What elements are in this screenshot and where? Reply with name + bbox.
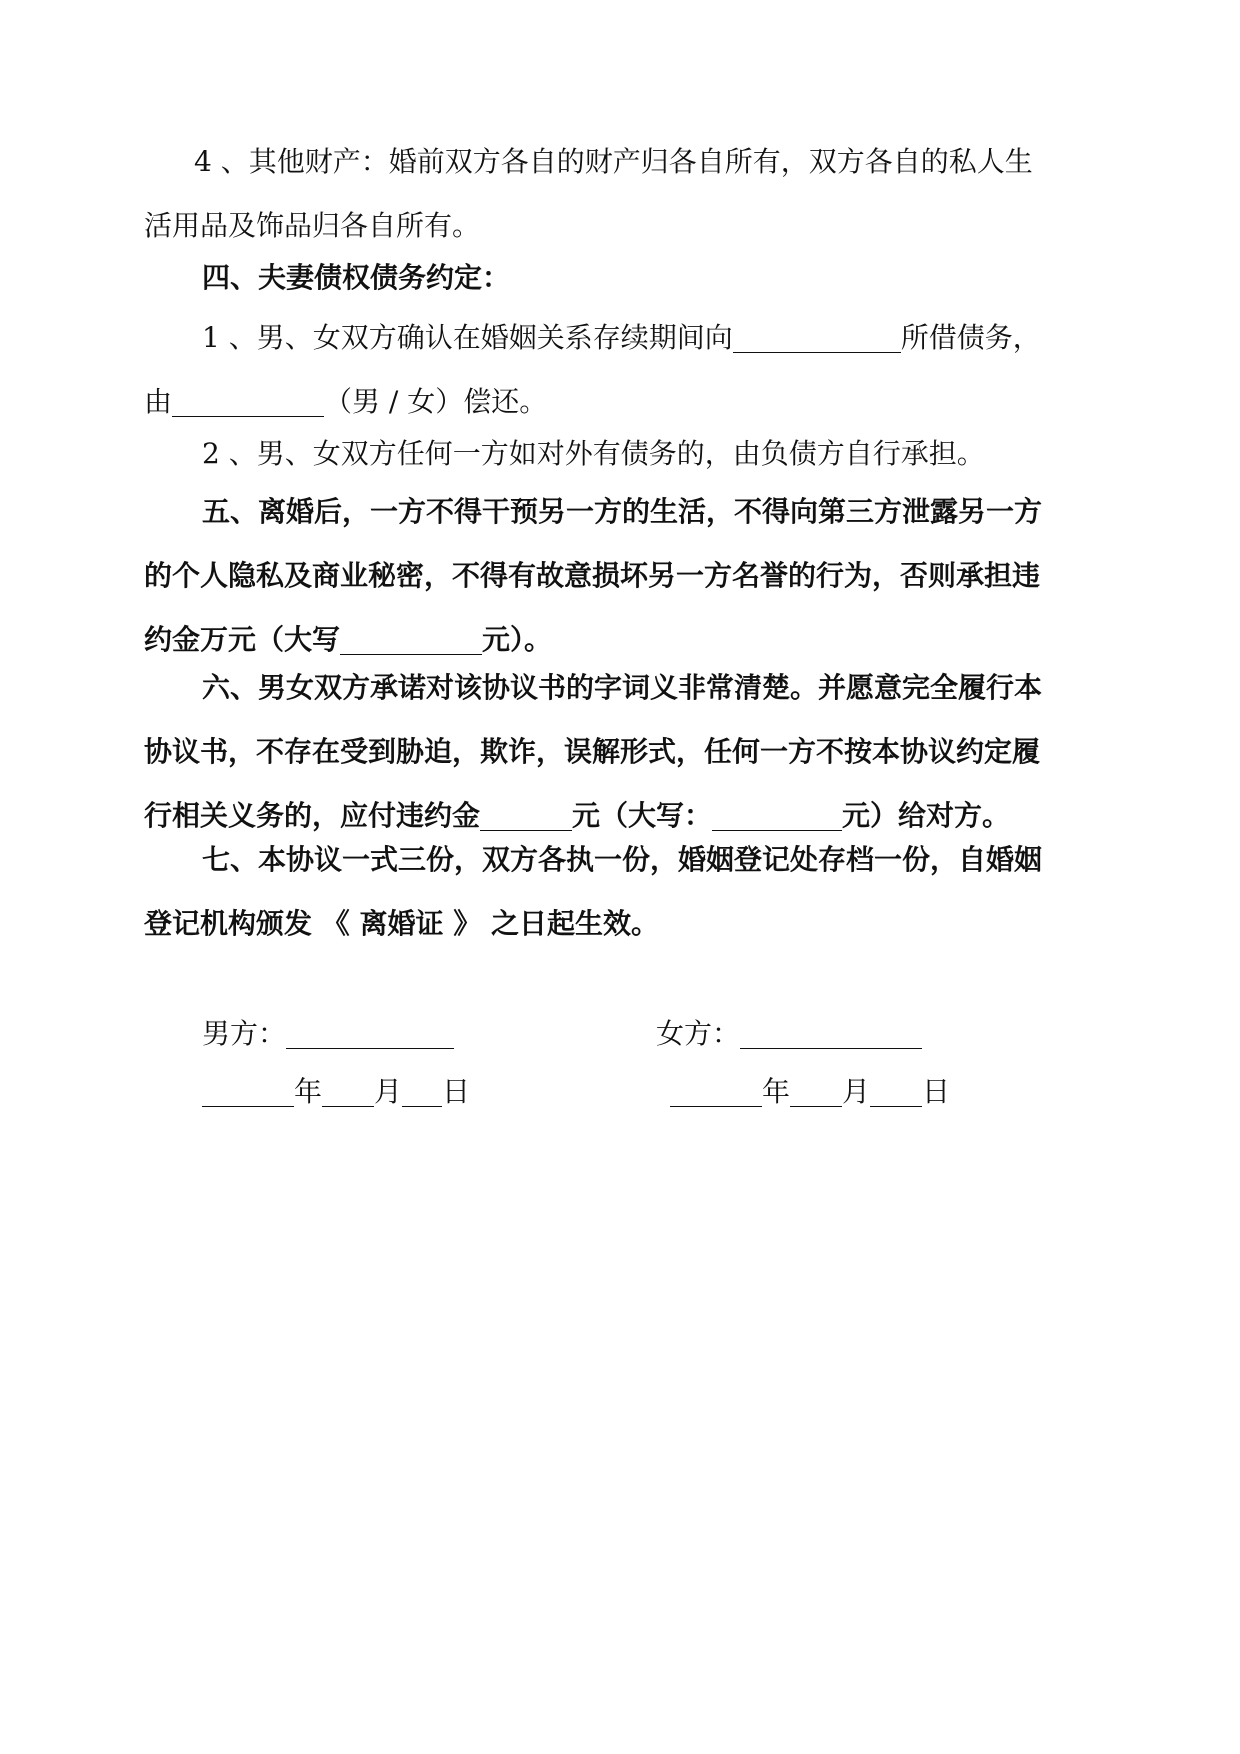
penalty-number-blank [480, 800, 572, 831]
female-day-label: 日 [922, 1075, 951, 1108]
section-7-effect [144, 828, 1096, 956]
female-month-blank [790, 1076, 842, 1107]
debt-clause-1 [144, 306, 1096, 434]
section-debt-heading-text: 四、夫妻债权债务约定： [202, 261, 511, 294]
creditor-blank [733, 322, 901, 353]
female-day-blank [870, 1076, 922, 1107]
section-5-text-a: 约金万元（大写 [144, 623, 341, 656]
section-6-line-2: 协议书，不存在受到胁迫，欺诈，误解形式，任何一方不按本协议约定履 [144, 735, 1041, 768]
male-signature [202, 1014, 454, 1054]
male-month-blank [322, 1076, 374, 1107]
male-signature-blank [286, 1018, 454, 1049]
section-5-line-2: 的个人隐私及商业秘密，不得有故意损坏另一方名誉的行为，否则承担违 [144, 559, 1041, 592]
clause-other-property-line-2: 活用品及饰品归各自所有。 [144, 209, 481, 242]
female-month-label: 月 [842, 1075, 871, 1108]
section-6-text-b: 元（大写： [572, 799, 713, 832]
male-date [202, 1072, 470, 1112]
debt-clause-1-text-b: 所借债务， [900, 321, 1041, 354]
section-6-line-1: 六、男女双方承诺对该协议书的字词义非常清楚。并愿意完全履行本 [202, 671, 1043, 704]
debt-clause-1-text-a: 1 、男、女双方确认在婚姻关系存续期间向 [202, 321, 733, 354]
repayer-blank [172, 386, 324, 417]
debt-clause-1-text-c: 由 [144, 385, 173, 418]
female-label: 女方： [656, 1017, 741, 1050]
female-year-blank [670, 1076, 762, 1107]
section-7-line-2: 登记机构颁发 《 离婚证 》 之日起生效。 [144, 907, 659, 940]
male-year-blank [202, 1076, 294, 1107]
male-day-blank [402, 1076, 442, 1107]
section-debt-heading [144, 246, 1096, 310]
section-6-text-a: 行相关义务的，应付违约金 [144, 799, 481, 832]
section-6-text-c: 元）给对方。 [842, 799, 1011, 832]
section-5-text-b: 元）。 [482, 623, 553, 656]
female-year-label: 年 [762, 1075, 791, 1108]
female-signature-blank [740, 1018, 922, 1049]
clause-other-property [144, 130, 1096, 258]
section-6-commitment [144, 656, 1096, 848]
clause-other-property-line-1: 4 、其他财产：婚前双方各自的财产归各自所有，双方各自的私人生 [194, 145, 1033, 178]
debt-clause-2-text: 2 、男、女双方任何一方如对外有债务的，由负债方自行承担。 [202, 437, 985, 470]
debt-clause-1-text-d: （男 / 女）偿还。 [324, 385, 548, 418]
male-day-label: 日 [442, 1075, 471, 1108]
section-7-line-1: 七、本协议一式三份，双方各执一份，婚姻登记处存档一份，自婚姻 [202, 843, 1043, 876]
female-date [670, 1072, 950, 1112]
section-5-line-1: 五、离婚后，一方不得干预另一方的生活，不得向第三方泄露另一方 [202, 495, 1043, 528]
male-month-label: 月 [374, 1075, 403, 1108]
debt-clause-1-line-1 [144, 306, 1096, 370]
section-5-privacy [144, 480, 1096, 672]
male-year-label: 年 [294, 1075, 323, 1108]
debt-clause-2 [144, 422, 1096, 486]
female-signature [656, 1014, 922, 1054]
male-label: 男方： [202, 1017, 287, 1050]
penalty-amount-blank [340, 624, 482, 655]
penalty-words-blank [712, 800, 842, 831]
